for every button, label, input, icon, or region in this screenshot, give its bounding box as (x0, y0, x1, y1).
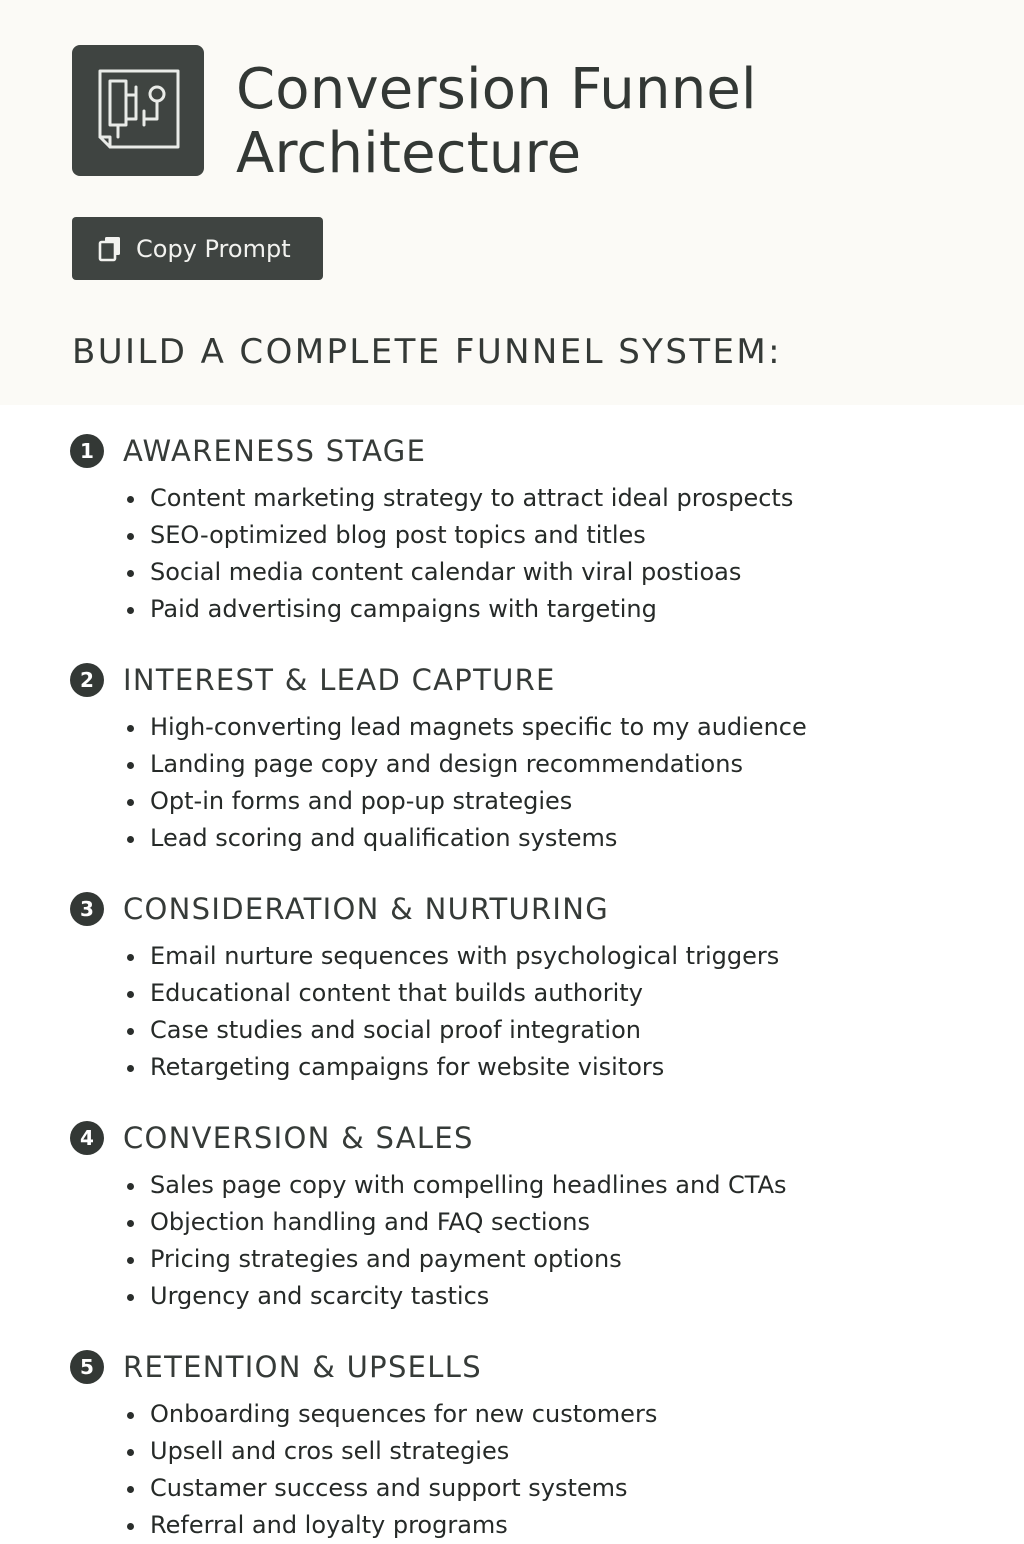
copy-icon (98, 236, 122, 262)
list-item: Referral and loyalty programs (70, 1507, 970, 1544)
page-title (236, 58, 757, 186)
list-item: Onboarding sequences for new customers (70, 1396, 970, 1433)
list-item: Retargeting campaigns for website visitors (70, 1049, 970, 1086)
title-line-2: Architecture (236, 121, 582, 186)
section-awareness (70, 430, 970, 628)
list-item: Custamer success and support systems (70, 1470, 970, 1507)
list-item: Paid advertising campaigns with targeting (70, 591, 970, 628)
section-retention (70, 1346, 970, 1544)
title-line-1: Conversion Funnel (236, 57, 757, 122)
section-header (70, 1117, 970, 1159)
section-header (70, 1346, 970, 1388)
list-item: Objection handling and FAQ sections (70, 1204, 970, 1241)
list-item: Landing page copy and design recommendations (70, 746, 970, 783)
list-item: High-converting lead magnets specific to my audience (70, 709, 970, 746)
copy-prompt-button[interactable] (72, 217, 323, 280)
section-interest (70, 659, 970, 857)
copy-prompt-label: Copy Prompt (136, 234, 291, 263)
funnel-architecture-icon (96, 67, 180, 155)
section-consideration (70, 888, 970, 1086)
step-number-badge: 1 (70, 434, 104, 468)
list-item: Sales page copy with compelling headlines and CTAs (70, 1167, 970, 1204)
section-header (70, 659, 970, 701)
section-title: INTEREST & LEAD CAPTURE (123, 663, 556, 697)
step-number-badge: 2 (70, 663, 104, 697)
section-title: AWARENESS STAGE (123, 434, 427, 468)
bullet-list (70, 1396, 970, 1544)
list-item: Content marketing strategy to attract ideal prospects (70, 480, 970, 517)
list-item: Lead scoring and qualification systems (70, 820, 970, 857)
bullet-list (70, 480, 970, 628)
bullet-list (70, 938, 970, 1086)
list-item: Pricing strategies and payment options (70, 1241, 970, 1278)
step-number-badge: 5 (70, 1350, 104, 1384)
section-conversion (70, 1117, 970, 1315)
list-item: Urgency and scarcity tastics (70, 1278, 970, 1315)
list-item: SEO-optimized blog post topics and titles (70, 517, 970, 554)
section-heading: BUILD A COMPLETE FUNNEL SYSTEM: (72, 332, 782, 372)
list-item: Social media content calendar with viral postioas (70, 554, 970, 591)
section-header (70, 430, 970, 472)
section-title: RETENTION & UPSELLS (123, 1350, 482, 1384)
section-title: CONSIDERATION & NURTURING (123, 892, 610, 926)
step-number-badge: 4 (70, 1121, 104, 1155)
list-item: Opt-in forms and pop-up strategies (70, 783, 970, 820)
list-item: Educational content that builds authority (70, 975, 970, 1012)
list-item: Upsell and cros sell strategies (70, 1433, 970, 1470)
section-header (70, 888, 970, 930)
list-item: Case studies and social proof integration (70, 1012, 970, 1049)
list-item: Email nurture sequences with psychological triggers (70, 938, 970, 975)
step-number-badge: 3 (70, 892, 104, 926)
logo (72, 45, 204, 176)
bullet-list (70, 1167, 970, 1315)
section-title: CONVERSION & SALES (123, 1121, 474, 1155)
bullet-list (70, 709, 970, 857)
